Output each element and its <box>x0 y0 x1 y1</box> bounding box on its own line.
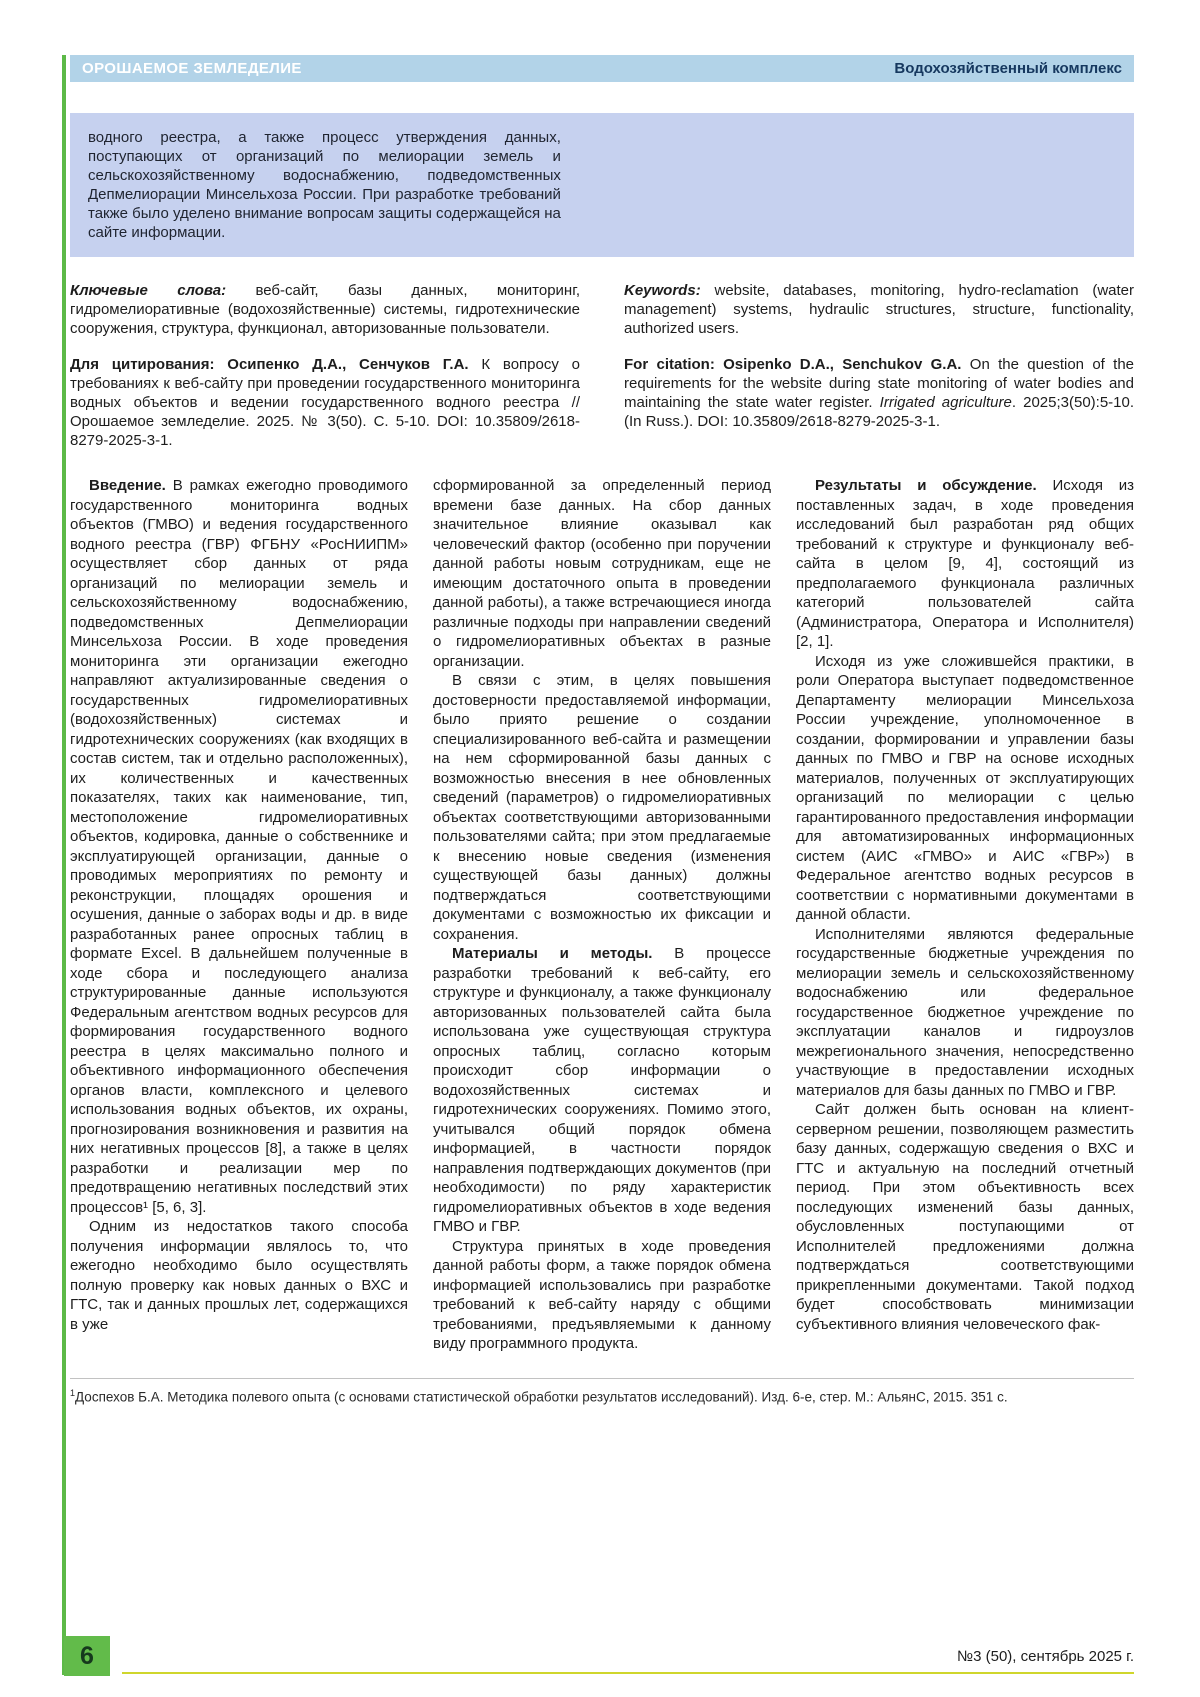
citation-en-text-2: . 2025;3(50):5-10. (In Russ.). DOI: 10.35809/2618-8279-2025-3-1. <box>624 394 1135 430</box>
paragraph: Исходя из уже сложившейся практики, в роли Оператора выступает подведомственное Департаменту мелиорации Минсельхоза России учреждение, уполномоченное в создании, формировании и управлении базы данных по ГМВО и ГВР на основе исходных материалов, полученных от эксплуатирующих организаций по мелиорации с целью гарантированного предоставления информации для автоматизированных информационных систем (АИС «ГМВО» и АИС «ГВР») в Федеральное агентство водных ресурсов в соответствии с нормативными документами в данной области. <box>796 652 1134 923</box>
keywords-en-label: Keywords: <box>624 282 701 299</box>
paragraph-results-discussion <box>796 476 1134 652</box>
section-heading-materials-methods: Материалы и методы. <box>452 945 653 962</box>
paragraph-text: Исходя из поставленных задач, в ходе проведения исследований был разработан ряд общих требований к структуре и функционалу веб-сайта в целом [9, 4], состоящий из предполагаемого функционала различных категорий пользователей сайта (Администратора, Оператора и Исполнителя) [2, 1]. <box>796 477 1134 650</box>
keywords-ru <box>70 281 580 338</box>
footnote-marker: 1 <box>70 1387 76 1398</box>
footer-issue-text: №3 (50), сентябрь 2025 г. <box>957 1648 1134 1665</box>
citation-ru <box>70 355 580 450</box>
article-column-2 <box>433 476 771 1354</box>
paragraph: Структура принятых в ходе проведения данной работы форм, а также порядок обмена информацией использовались при разработке требований к веб-сайту наряду с общими требованиями, предъявляемыми к данному виду программного продукта. <box>433 1237 771 1352</box>
citation-ru-text: К вопросу о требованиях к веб-сайту при проведении государственного мониторинга водных объектов и ведении государственного водного реестра // Орошаемое земледелие. 2025. № 3(50). С. 5-10. DOI: 10.35809/2618-8279-2025-3-1. <box>70 356 580 449</box>
section-heading-introduction: Введение. <box>89 477 166 494</box>
article-column-3 <box>796 476 1134 1354</box>
paragraph-introduction <box>70 476 408 1217</box>
paragraph-text: В рамках ежегодно проводимого государственного мониторинга водных объектов (ГМВО) и ведения государственного водного реестра (ГВР) ФГБНУ «РосНИИПМ» осуществляет сбор данных от ряда организаций по мелиорации земель и сельскохозяйственному водоснабжению, подведомственных Депмелиорации Минсельхоза России. В ходе проведения мониторинга эти организации ежегодно направляют актуализированные сведения о государственных гидромелиоративных (водохозяйственных) системах и гидротехнических сооружениях (как входящих в состав систем, так и отдельно расположенных), их количественных и качественных показателях, таких как наименование, тип, местоположение гидромелиоративных объектов, кодировка, данные о собственнике и эксплуатирующей организации, данные о проводимых мероприятиях по ремонту и реконструкции, площадях орошения и осушения, данные о заборах воды и др. в виде разработанных ранее опросных таблиц в формате Excel. В дальнейшем полученные в ходе сбора и последующего анализа структурированные данные используются Федеральным агентством водных ресурсов для формирования государственного водного реестра в целях максимально полного и объективного информационного обеспечения органов власти, комплексного и целевого использования водных объектов, их охраны, прогнозирования возникновения и развития на них негативных процессов [8], а также в целях разработки и реализации мер по предотвращению негативных последствий этих процессов¹ [5, 6, 3]. <box>70 477 408 1216</box>
citation-ru-label: Для цитирования: Осипенко Д.А., Сенчуков Г.А. <box>70 356 469 373</box>
citation-en-text-1: On the question of the requirements for the website during state monitoring of water bodies and maintaining the state water register. <box>624 356 1135 411</box>
abstract-box <box>70 113 1134 257</box>
header-bar <box>70 55 1134 82</box>
keywords-ru-label: Ключевые слова: <box>70 282 227 299</box>
abstract-text: водного реестра, а также процесс утверждения данных, поступающих от организаций по мелиорации земель и сельскохозяйственному водоснабжению, подведомственных Депмелиорации Минсельхоза России. При разработке требований также было уделено внимание вопросам защиты содержащейся на сайте информации. <box>88 129 561 241</box>
paragraph-continuation: сформированной за определенный период времени базе данных. На сбор данных значительное влияние оказывал как человеческий фактор (особенно при поручении данной работы новым сотрудникам, еще не имеющим достаточного опыта в проведении данной работы), а также встречающиеся иногда различные подходы при направлении сведений о гидромелиоративных объектах в разные организации. <box>433 477 771 670</box>
section-label: Водохозяйственный комплекс <box>894 60 1122 77</box>
journal-title: ОРОШАЕМОЕ ЗЕМЛЕДЕЛИЕ <box>82 60 302 77</box>
page-content <box>70 55 1134 1405</box>
paragraph: Исполнителями являются федеральные государственные бюджетные учреждения по мелиорации земель и сельскохозяйственному водоснабжению или федеральное государственное бюджетное учреждение по эксплуатации каналов и гидроузлов межрегионального значения, непосредственно участвующие в предоставлении исходных материалов для базы данных по ГМВО и ГВР. <box>796 925 1134 1099</box>
section-heading-results-discussion: Результаты и обсуждение. <box>815 477 1037 494</box>
keywords-en-text: website, databases, monitoring, hydro-reclamation (water management) systems, hydraulic structures, structure, functionality, authorized users. <box>624 282 1134 337</box>
citation-en-journal-name: Irrigated agriculture <box>879 394 1012 411</box>
citation-en-label: For citation: Osipenko D.A., Senchukov G.A. <box>624 356 962 373</box>
paragraph: Одним из недостатков такого способа получения информации являлось то, что ежегодно необходимо было осуществлять полную проверку как новых данных о ВХС и ГТС, так и данных прошлых лет, содержащихся в уже <box>70 1218 408 1333</box>
keywords-ru-text: веб-сайт, базы данных, мониторинг, гидромелиоративные (водохозяйственные) системы, гидротехнические сооружения, структура, функционал, авторизованные пользователи. <box>70 282 581 337</box>
paragraph: В связи с этим, в целях повышения достоверности предоставляемой информации, было приято решение о создании специализированного веб-сайта и размещении на нем сформированной базы данных с возможностью внесения в нее обновленных сведений (параметров) о гидромелиоративных объектах соответствующими авторизованными пользователями сайта; при этом предлагаемые к внесению новые сведения (изменения существующей базы данных) должны подтверждаться соответствующими документами с возможностью их фиксации и сохранения. <box>433 672 771 943</box>
paragraph-text: В процессе разработки требований к веб-сайту, его структуре и функционалу, а также функционалу авторизованных пользователей сайта была использована уже существующая структура опросных таблиц, согласно которым происходит сбор информации о водохозяйственных системах и гидротехнических сооружениях. Помимо этого, учитывался общий порядок обмена информацией, в частности порядок направления подтверждающих документов (при необходимости) по ряду характеристик гидромелиоративных объектов в ходе ведения ГМВО и ГВР. <box>433 945 772 1235</box>
footer-line <box>122 1672 1134 1674</box>
article-body <box>70 476 1134 1354</box>
citation-section <box>70 355 1134 450</box>
footnote-text: Доспехов Б.А. Методика полевого опыта (с основами статистической обработки результатов исследований). Изд. 6-е, стер. М.: АльянС, 2015. 351 с. <box>75 1389 1008 1404</box>
keywords-en <box>624 281 1134 338</box>
left-accent-stripe <box>62 55 66 1675</box>
article-column-1 <box>70 476 408 1354</box>
page-number-badge: 6 <box>64 1636 110 1676</box>
citation-en <box>624 355 1134 450</box>
paragraph-materials-methods <box>433 944 771 1237</box>
paragraph: Сайт должен быть основан на клиент-серверном решении, позволяющем разместить базу данных, содержащую сведения о ВХС и ГТС и актуальную на последний отчетный период. При этом объективность всех последующих изменений базы данных, обусловленных поступающими от Исполнителей предложениями должна подтверждаться соответствующими прикрепленными документами. Такой подход будет способствовать минимизации субъективного влияния человеческого фак- <box>796 1101 1134 1333</box>
footnote <box>70 1378 1134 1406</box>
keywords-section <box>70 281 1134 338</box>
